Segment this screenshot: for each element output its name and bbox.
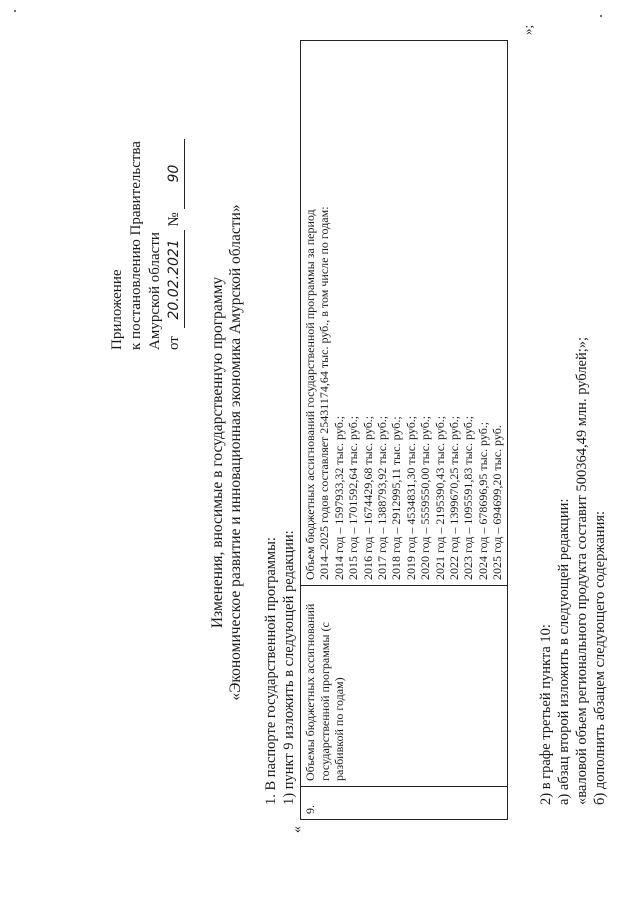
intro-item-1-1: 1) пункт 9 изложить в следующей редакции: xyxy=(281,530,297,805)
number-prefix: № xyxy=(166,212,182,227)
document-title-line2: «Экономическое развитие и инновационная экономика Амурской области» xyxy=(227,204,244,701)
section2-line4: б) дополнить абзацем следующего содержания: xyxy=(592,510,608,805)
date-prefix: от xyxy=(166,336,182,350)
funding-year: 2018 год – 2912995,11 тыс. руб.; xyxy=(389,416,404,580)
row-label: Объемы бюджетных ассигнований государственной программы (с разбивкой по годам) xyxy=(301,586,508,787)
funding-year: 2019 год – 4534831,30 тыс. руб.; xyxy=(403,415,418,580)
section2-line1: 2) в графе третьей пункта 10: xyxy=(538,624,554,805)
funding-year: 2017 год – 1388793,92 тыс. руб.; xyxy=(375,415,390,580)
scan-speck xyxy=(600,15,602,17)
appendix-line1: к постановлению Правительства xyxy=(128,141,144,350)
funding-year: 2025 год – 694699,20 тыс. руб. xyxy=(490,425,505,580)
passport-table xyxy=(300,40,508,820)
table-row xyxy=(301,41,508,820)
quote-open: « xyxy=(290,826,305,833)
appendix-title: Приложение xyxy=(109,269,125,350)
funding-year: 2020 год – 5559550,00 тыс. руб.; xyxy=(418,415,433,580)
quote-close: »; xyxy=(520,24,535,35)
funding-year: 2023 год – 1095591,83 тыс. руб.; xyxy=(461,415,476,580)
handwritten-date: 20.02.2021 xyxy=(165,230,185,328)
section2-line3: «валовой объем регионального продукта составит 500364,49 млн. рублей;»; xyxy=(574,336,590,805)
funding-year: 2016 год – 1674429,68 тыс. руб.; xyxy=(360,415,375,580)
intro-item-1: 1. В паспорте государственной программы: xyxy=(263,537,279,805)
scan-speck xyxy=(14,10,16,12)
section2-line2: а) абзац второй изложить в следующей редакции: xyxy=(556,498,572,805)
row-content xyxy=(301,41,508,586)
appendix-line2: Амурской области xyxy=(147,232,163,350)
funding-intro-line1: Объем бюджетных ассигнований государственной программы за период xyxy=(303,209,317,580)
document-title-line1: Изменения, вносимые в государственную программу xyxy=(209,276,226,629)
funding-year: 2015 год – 1701592,64 тыс. руб.; xyxy=(346,415,361,580)
funding-year: 2022 год – 1399670,25 тыс. руб.; xyxy=(447,415,462,580)
row-number: 9. xyxy=(301,787,508,820)
funding-intro-line2: 2014–2025 годов составляет 25431174,64 тыс. руб., в том числе по годам: xyxy=(317,206,332,580)
handwritten-number: 90 xyxy=(165,139,185,209)
funding-year: 2024 год – 678696,95 тыс. руб.; xyxy=(475,421,490,580)
funding-year: 2021 год – 2195390,43 тыс. руб.; xyxy=(432,415,447,580)
appendix-date-line xyxy=(165,139,185,350)
funding-year: 2014 год – 1597933,32 тыс. руб.; xyxy=(331,415,346,580)
